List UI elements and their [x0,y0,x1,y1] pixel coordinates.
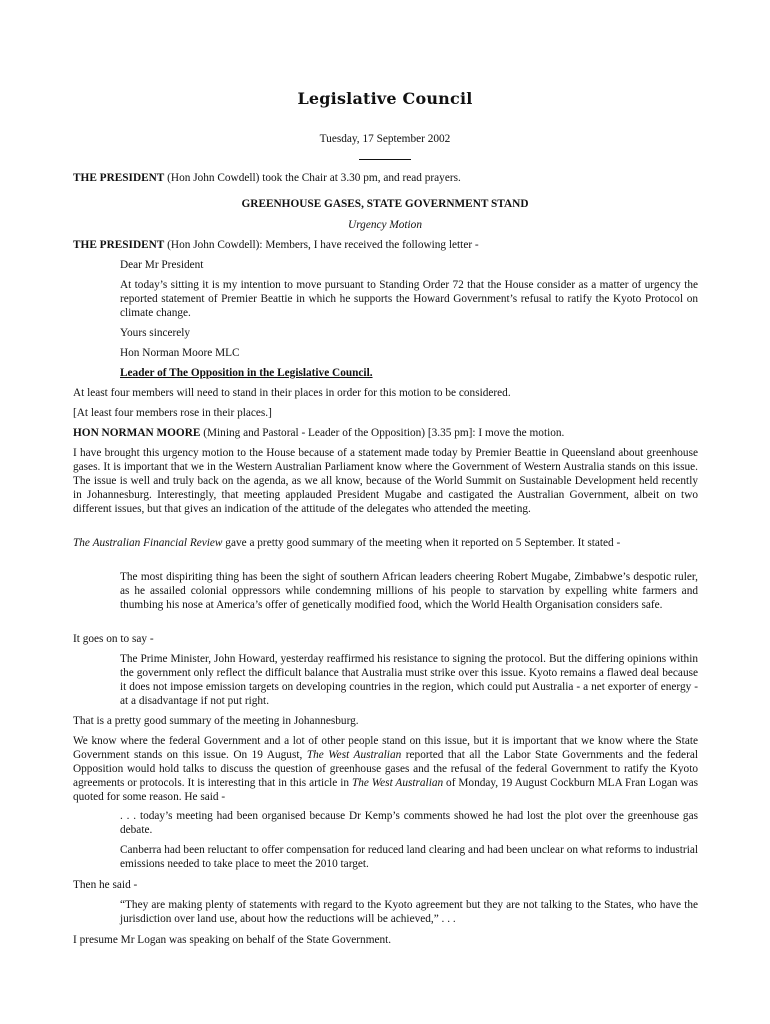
speaker-name: HON NORMAN MOORE [73,427,201,439]
section-subheading: Urgency Motion [348,219,422,231]
moore-statement [73,426,698,440]
paragraph-text: reported that all the Labor State Governments and the federal Opposition would hold talks to discuss the question of greenhouse gases and the refusal of the federal Government to ratify the Kyoto agreements or protocols. It is interesting that in this article in [73,749,698,789]
sitting-date: Tuesday, 17 September 2002 [319,133,451,145]
letter-signatory: Hon Norman Moore MLC [120,347,240,359]
speech-paragraph-7: I presume Mr Logan was speaking on behalf of the State Government. [73,934,392,946]
quote-1: The most dispiriting thing has been the sight of southern African leaders cheering Robert Mugabe, Zimbabwe’s despotic ruler, as he assailed colonial oppressors while condemning millions of his people to starvation by expelling white farmers and thumbing his nose at America’s offer of genetically modified food, which the World Health Organisation considers safe. [120,571,698,611]
paragraph-text: We know where the federal Government and a lot of other people stand on this issue, but it is important that we know where the State Government stands on this issue. On 19 August, [73,735,698,761]
speech-paragraph-1: I have brought this urgency motion to the House because of a statement made today by Premier Beattie in Queensland about greenhouse gases. It is important that we in the Western Australian Parliament know where the Government of Western Australia stands on this issue. The issue is well and truly back on the agenda, as we all know, because of the World Summit on Sustainable Development held recently in Johannesburg. Interestingly, that meeting applauded President Mugabe and castigated the Australian Government, albeit on two different issues, but that gives an indication of the attitude of the delegates who attended the meeting. [73,447,698,515]
speech-paragraph-5 [73,734,698,804]
speaker-name: THE PRESIDENT [73,239,165,251]
procedural-note: At least four members will need to stand in their places in order for this motion to be considered. [73,387,511,399]
speech-paragraph-6: Then he said - [73,879,138,891]
quote-3: . . . today’s meeting had been organised because Dr Kemp’s comments showed he had lost the plot over the greenhouse gas debate. [120,810,698,836]
procedural-bracket: [At least four members rose in their places.] [73,407,272,419]
president-statement [73,238,698,252]
publication-name: The West Australian [351,777,444,789]
speech-paragraph-4: That is a pretty good summary of the meeting in Johannesburg. [73,715,359,727]
letter-salutation: Dear Mr President [120,259,204,271]
letter-role: Leader of The Opposition in the Legislative Council. [120,367,373,379]
quote-5: “They are making plenty of statements with regard to the Kyoto agreement but they are not talking to the States, who have the jurisdiction over land use, about how the reductions will be achieved,” . . . [120,899,698,925]
letter-body: At today’s sitting it is my intention to move pursuant to Standing Order 72 that the House consider as a matter of urgency the reported statement of Premier Beattie in which he supports the Howard Government’s refusal to ratify the Kyoto Protocol on climate change. [120,279,698,319]
publication-name: The Australian Financial Review [73,537,223,549]
speech-paragraph-3: It goes on to say - [73,633,154,645]
opening-paragraph [73,171,698,185]
quote-4: Canberra had been reluctant to offer compensation for reduced land clearing and had been unclear on what reforms to industrial emissions needed to take place to meet the 2010 target. [120,844,698,870]
paragraph-text: gave a pretty good summary of the meeting when it reported on 5 September. It stated - [222,537,621,549]
letter-closing: Yours sincerely [120,327,191,339]
paragraph-text: of Monday, 19 August Cockburn MLA Fran Logan was quoted for some reason. He said - [73,777,698,803]
publication-name: The West Australian [306,749,402,761]
quote-2: The Prime Minister, John Howard, yesterday reaffirmed his resistance to signing the protocol. But the differing opinions within the government only reflect the difficult balance that Australia must strike over this issue. Kyoto remains a flawed deal because it does not impose emission targets on developing countries in the region, which could put Australia - a net exporter of energy - at a disadvantage if not put right. [120,653,698,707]
document-title: Legislative Council [297,89,473,108]
president-text: (Hon John Cowdell): Members, I have received the following letter - [164,239,479,251]
title-divider [359,159,411,160]
moore-text: (Mining and Pastoral - Leader of the Opposition) [3.35 pm]: I move the motion. [200,427,565,439]
opening-text: (Hon John Cowdell) took the Chair at 3.30 pm, and read prayers. [164,172,461,184]
speech-paragraph-2 [73,536,698,550]
section-heading: GREENHOUSE GASES, STATE GOVERNMENT STAND [241,198,529,210]
speaker-name: THE PRESIDENT [73,172,165,184]
